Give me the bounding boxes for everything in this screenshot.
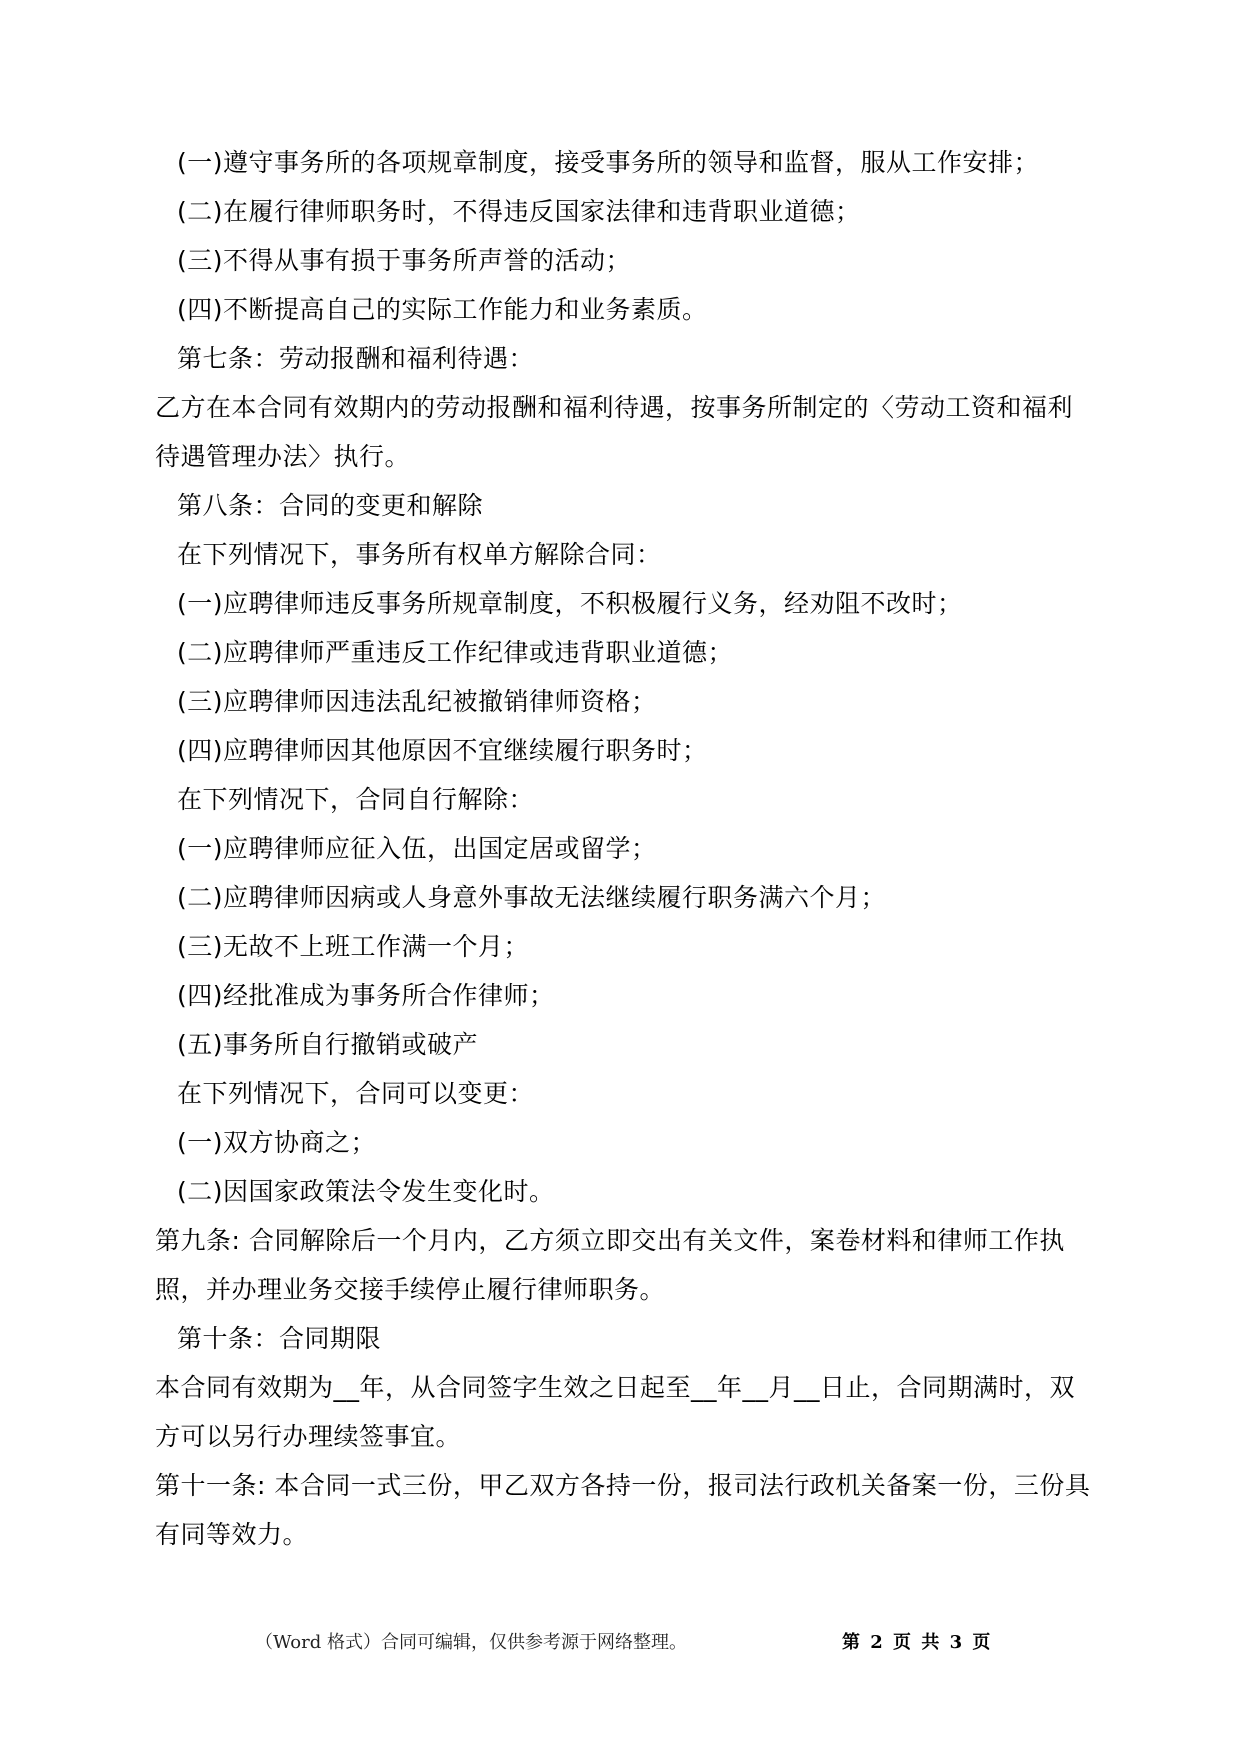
article-heading: 第八条：合同的变更和解除 — [177, 491, 484, 520]
clause-item: (四)经批准成为事务所合作律师； — [177, 981, 555, 1010]
clause-item: (一)遵守事务所的各项规章制度，接受事务所的领导和监督，服从工作安排； — [177, 148, 1040, 177]
clause-item: (四)应聘律师因其他原因不宜继续履行职务时； — [177, 736, 708, 765]
page-number: 第 2 页 共 3 页 — [842, 1632, 993, 1653]
clause-item: (一)应聘律师违反事务所规章制度，不积极履行义务，经劝阻不改时； — [177, 589, 963, 618]
clause-item: (一)应聘律师应征入伍，出国定居或留学； — [177, 834, 657, 863]
article-heading: 第七条：劳动报酬和福利待遇： — [177, 344, 535, 373]
clause-item: (二)因国家政策法令发生变化时。 — [177, 1177, 555, 1206]
clause-item: (一)双方协商之； — [177, 1128, 377, 1157]
document-body — [155, 138, 1095, 1559]
paragraph: 在下列情况下，合同可以变更： — [177, 1079, 535, 1108]
paragraph: 乙方在本合同有效期内的劳动报酬和福利待遇，按事务所制定的〈劳动工资和福利待遇管理办法〉执行。 — [155, 393, 1074, 471]
article-heading: 第九条: 合同解除后一个月内，乙方须立即交出有关文件，案卷材料和律师工作执照，并办理业务交接手续停止履行律师职务。 — [155, 1226, 1065, 1304]
clause-item: (五)事务所自行撤销或破产 — [177, 1030, 479, 1059]
clause-item: (三)应聘律师因违法乱纪被撤销律师资格； — [177, 687, 657, 716]
clause-item: (二)应聘律师严重违反工作纪律或违背职业道德； — [177, 638, 734, 667]
article-heading: 第十条：合同期限 — [177, 1324, 382, 1353]
clause-item: (四)不断提高自己的实际工作能力和业务素质。 — [177, 295, 708, 324]
paragraph: 在下列情况下，合同自行解除： — [177, 785, 535, 814]
clause-item: (三)不得从事有损于事务所声誉的活动； — [177, 246, 632, 275]
clause-item: (二)应聘律师因病或人身意外事故无法继续履行职务满六个月； — [177, 883, 887, 912]
article-heading: 第十一条: 本合同一式三份，甲乙双方各持一份，报司法行政机关备案一份，三份具有同等效力。 — [155, 1471, 1091, 1549]
paragraph: 本合同有效期为__年，从合同签字生效之日起至__年__月__日止，合同期满时，双方可以另行办理续签事宜。 — [155, 1373, 1076, 1451]
paragraph: 在下列情况下，事务所有权单方解除合同： — [177, 540, 662, 569]
footer-note: （Word 格式）合同可编辑，仅供参考源于网络整理。 — [255, 1632, 687, 1653]
page-footer — [0, 1628, 1241, 1658]
clause-item: (二)在履行律师职务时，不得违反国家法律和违背职业道德； — [177, 197, 861, 226]
clause-item: (三)无故不上班工作满一个月； — [177, 932, 530, 961]
